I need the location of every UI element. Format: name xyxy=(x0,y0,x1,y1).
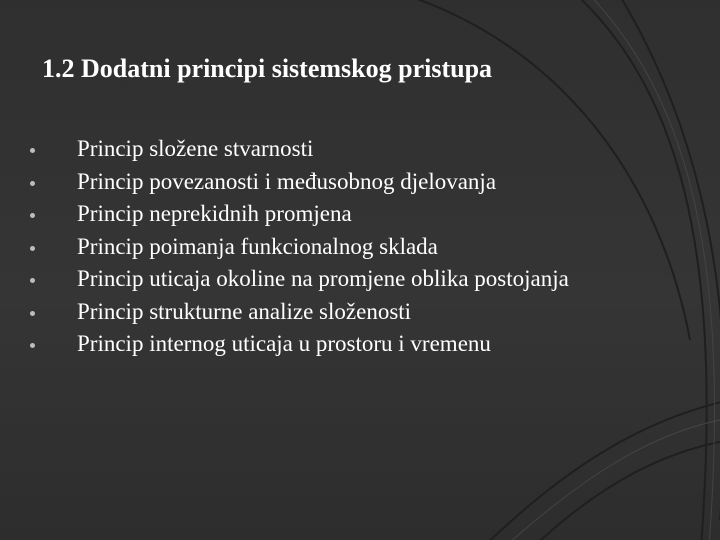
bullet-icon xyxy=(30,213,35,218)
bullet-icon xyxy=(30,343,35,348)
bullet-item xyxy=(30,263,630,296)
decor-arc-5 xyxy=(520,440,720,540)
bullet-icon xyxy=(30,148,35,153)
bullet-text: Princip uticaja okoline na promjene oblika postojanja xyxy=(77,266,569,291)
bullet-text: Princip povezanosti i međusobnog djelovanja xyxy=(77,168,497,194)
bullet-icon xyxy=(30,311,35,316)
bullet-text: Princip složene stvarnosti xyxy=(77,136,314,161)
decor-arc-4 xyxy=(470,400,720,540)
bullet-item xyxy=(30,296,630,329)
bullet-text: Princip neprekidnih promjena xyxy=(77,201,352,226)
bullet-item xyxy=(30,133,630,166)
bullet-text: Princip poimanja funkcionalnog sklada xyxy=(77,233,438,259)
bullet-icon xyxy=(30,278,35,283)
bullet-item xyxy=(30,231,630,264)
bullet-text: Princip strukturne analize složenosti xyxy=(77,298,412,324)
bullet-item xyxy=(30,328,630,361)
bullet-item xyxy=(30,198,630,231)
bullet-list xyxy=(30,133,630,361)
bullet-item xyxy=(30,166,630,199)
slide-title: 1.2 Dodatni principi sistemskog pristupa xyxy=(42,54,493,83)
bullet-text: Princip internog uticaja u prostoru i vremenu xyxy=(77,331,491,356)
bullet-icon xyxy=(30,181,35,186)
decor-arc-7 xyxy=(490,418,720,540)
bullet-icon xyxy=(30,246,35,251)
